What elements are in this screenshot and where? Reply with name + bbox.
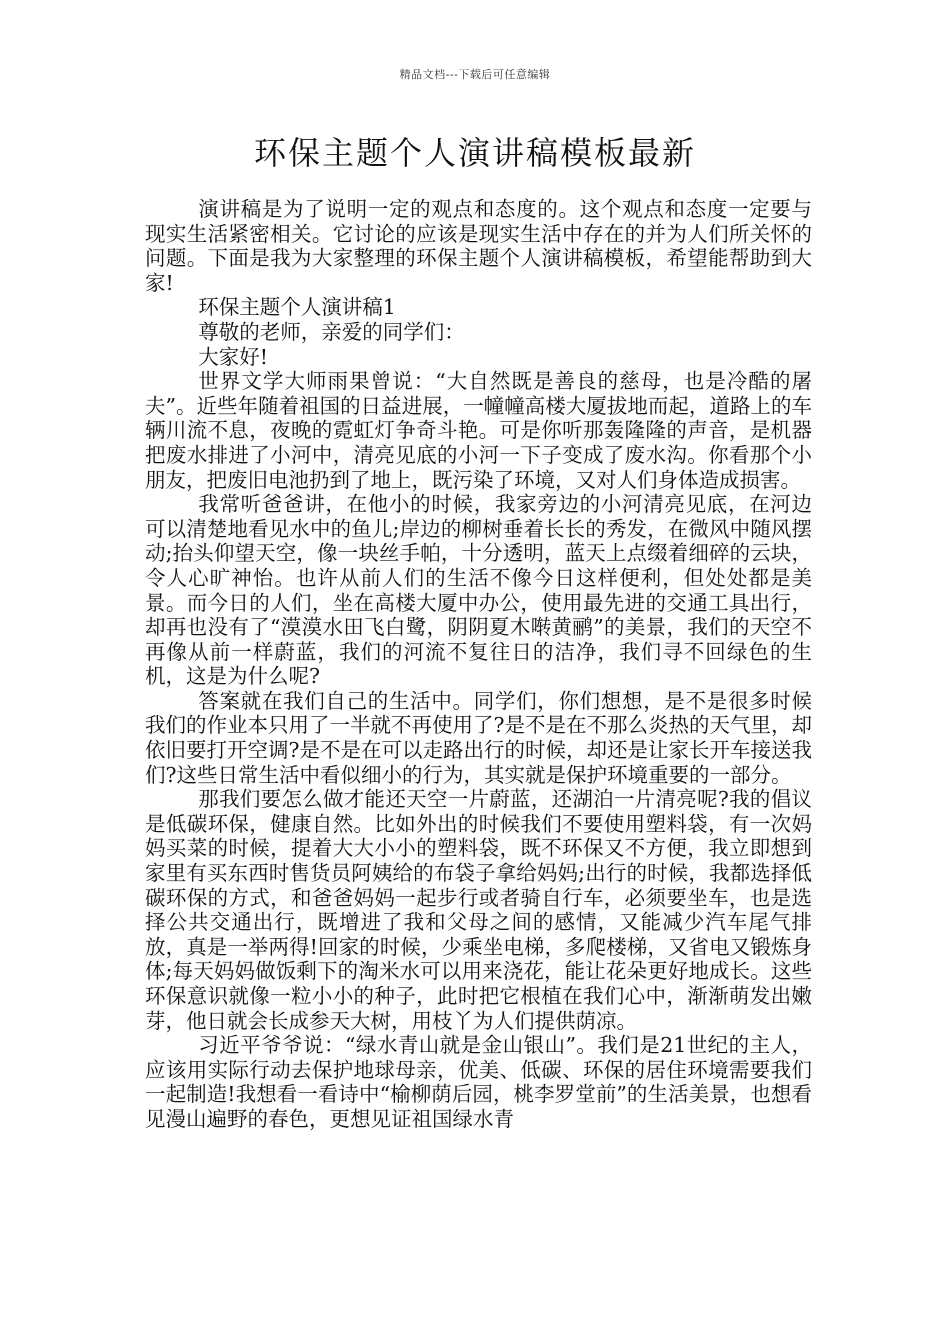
header-note: 精品文档---下载后可任意编辑 (399, 68, 551, 81)
document-title: 环保主题个人演讲稿模板最新 (253, 134, 696, 172)
paragraph-proposal: 那我们要怎么做才能还天空一片蔚蓝，还湖泊一片清亮呢?我的倡议是低碳环保，健康自然。比如外出的时候我们不要使用塑料袋，有一次妈妈买菜的时候，提着大大小小的塑料袋，既不环保又不方便，我立即想到家里有买东西时售货员阿姨给的布袋子拿给妈妈;出行的时候，我都选择低碳环保的方式，和爸爸妈妈一起步行或者骑自行车，必须要坐车，也是选择公共交通出行，既增进了我和父母之间的感情，又能减少汽车尾气排放，真是一举两得!回家的时候，少乘坐电梯，多爬楼梯，又省电又锻炼身体;每天妈妈做饭剩下的淘米水可以用来浇花，能让花朵更好地成长。这些环保意识就像一粒小小的种子，此时把它根植在我们心中，渐渐萌发出嫩芽，他日就会长成参天大树，用枝丫为人们提供荫凉。 (145, 787, 812, 1033)
paragraph-salutation: 尊敬的老师，亲爱的同学们： (198, 319, 465, 344)
paragraph-hugo-quote: 世界文学大师雨果曾说：“大自然既是善良的慈母，也是冷酷的屠夫”。近些年随着祖国的日益进展，一幢幢高楼大厦拔地而起，道路上的车辆川流不息，夜晚的霓虹灯争奇斗艳。可是你听那轰隆隆的声音，是机器把废水排进了小河中，清亮见底的小河一下子变成了废水沟。你看那个小朋友，把废旧电池扔到了地上，既污染了环境，又对人们身体造成损害。 (145, 369, 812, 492)
paragraph-father-memory: 我常听爸爸讲，在他小的时候，我家旁边的小河清亮见底，在河边可以清楚地看见水中的鱼儿;岸边的柳树垂着长长的秀发，在微风中随风摆动;抬头仰望天空，像一块丝手帕，十分透明，蓝天上点缀着细碎的云块，令人心旷神怡。也许从前人们的生活不像今日这样便利，但处处都是美景。而今日的人们，坐在高楼大厦中办公，使用最先进的交通工具出行，却再也没有了“漠漠水田飞白鹭，阴阴夏木啭黄鹂”的美景，我们的天空不再像从前一样蔚蓝，我们的河流不复往日的洁净，我们寻不回绿色的生机，这是为什么呢? (145, 492, 812, 689)
paragraph-greeting: 大家好! (198, 344, 269, 369)
paragraph-subtitle: 环保主题个人演讲稿1 (198, 295, 396, 320)
document-body (145, 197, 812, 1132)
paragraph-conclusion: 习近平爷爷说：“绿水青山就是金山银山”。我们是21世纪的主人，应该用实际行动去保护地球母亲，优美、低碳、环保的居住环境需要我们一起制造!我想看一看诗中“榆柳荫后园，桃李罗堂前”的生活美景，也想看见漫山遍野的春色，更想见证祖国绿水青 (145, 1033, 812, 1131)
paragraph-answer: 答案就在我们自己的生活中。同学们，你们想想，是不是很多时候我们的作业本只用了一半就不再使用了?是不是在不那么炎热的天气里，却依旧要打开空调?是不是在可以走路出行的时候，却还是让家长开车接送我们?这些日常生活中看似细小的行为，其实就是保护环境重要的一部分。 (145, 688, 812, 787)
paragraph-intro: 演讲稿是为了说明一定的观点和态度的。这个观点和态度一定要与现实生活紧密相关。它讨论的应该是现实生活中存在的并为人们所关怀的问题。下面是我为大家整理的环保主题个人演讲稿模板，希望能帮助到大家! (145, 197, 812, 295)
